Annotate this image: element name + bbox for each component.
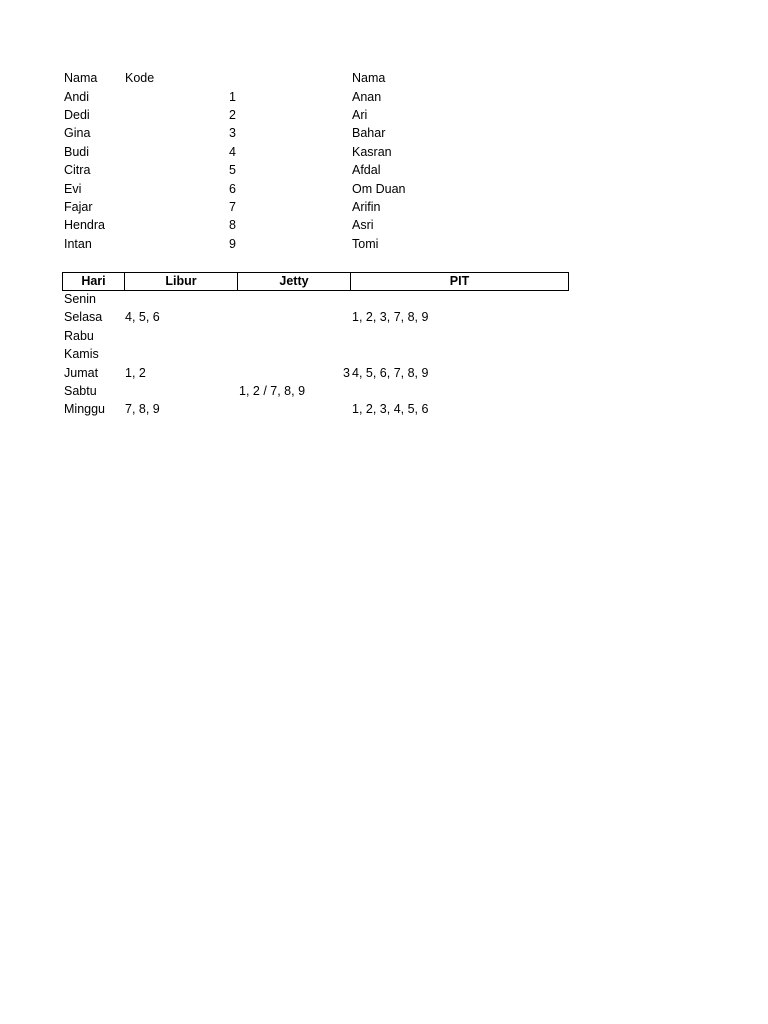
schedule-libur: 7, 8, 9	[125, 402, 160, 416]
roster-row	[0, 106, 768, 124]
schedule-header-libur: Libur	[125, 273, 238, 290]
roster-code: 8	[229, 218, 236, 232]
roster-row	[0, 124, 768, 142]
roster-name-left: Gina	[64, 126, 91, 140]
schedule-jetty: 1, 2 / 7, 8, 9	[239, 384, 306, 398]
schedule-day: Selasa	[64, 310, 103, 324]
roster-code: 3	[229, 126, 236, 140]
schedule-pit-spill	[342, 308, 350, 326]
schedule-libur: 4, 5, 6	[125, 310, 160, 324]
schedule-pit: 4, 5, 6, 7, 8, 9	[352, 366, 429, 380]
schedule-libur: 1, 2	[125, 366, 146, 380]
roster-name-left: Andi	[64, 90, 90, 104]
schedule-row	[0, 400, 768, 418]
roster-header-row	[0, 69, 768, 87]
schedule-row	[0, 345, 768, 363]
roster-name-left: Evi	[64, 182, 82, 196]
roster-name-right: Arifin	[352, 200, 381, 214]
roster-code: 6	[229, 182, 236, 196]
schedule-pit-spill: 3	[343, 366, 350, 380]
schedule-row	[0, 290, 768, 308]
roster-name-right: Om Duan	[352, 182, 406, 196]
schedule-pit-spill	[342, 400, 350, 418]
roster-row	[0, 216, 768, 234]
roster-row	[0, 198, 768, 216]
roster-header-kode: Kode	[125, 71, 155, 85]
roster-name-left: Fajar	[64, 200, 93, 214]
schedule-day: Sabtu	[64, 384, 97, 398]
roster-name-right: Bahar	[352, 126, 386, 140]
roster-name-right: Afdal	[352, 163, 381, 177]
roster-name-left: Dedi	[64, 108, 90, 122]
roster-code: 5	[229, 163, 236, 177]
schedule-header-hari: Hari	[63, 273, 125, 290]
roster-name-right: Asri	[352, 218, 374, 232]
schedule-day: Senin	[64, 292, 96, 306]
roster-code: 7	[229, 200, 236, 214]
roster-name-right: Tomi	[352, 237, 379, 251]
roster-name-right: Anan	[352, 90, 382, 104]
schedule-day: Minggu	[64, 402, 105, 416]
schedule-header-jetty: Jetty	[238, 273, 351, 290]
schedule-pit-spill	[342, 290, 350, 308]
schedule-row	[0, 382, 768, 400]
schedule-row	[0, 364, 768, 382]
roster-code: 1	[229, 90, 236, 104]
roster-name-left: Budi	[64, 145, 90, 159]
roster-code: 2	[229, 108, 236, 122]
roster-row	[0, 180, 768, 198]
roster-name-left: Intan	[64, 237, 92, 251]
schedule-pit: 1, 2, 3, 4, 5, 6	[352, 402, 429, 416]
schedule-day: Kamis	[64, 347, 99, 361]
roster-name-right: Ari	[352, 108, 368, 122]
roster-name-left: Hendra	[64, 218, 105, 232]
roster-code: 4	[229, 145, 236, 159]
schedule-pit-spill	[342, 327, 350, 345]
schedule-day: Jumat	[64, 366, 99, 380]
roster-code: 9	[229, 237, 236, 251]
schedule-day: Rabu	[64, 329, 94, 343]
schedule-row	[0, 308, 768, 326]
schedule-pit-spill	[342, 382, 350, 400]
schedule-header-pit: PIT	[449, 274, 470, 288]
schedule-row	[0, 327, 768, 345]
schedule-header-row	[62, 272, 569, 291]
roster-row	[0, 161, 768, 179]
roster-row	[0, 143, 768, 161]
schedule-pit-spill	[342, 345, 350, 363]
schedule-pit: 1, 2, 3, 7, 8, 9	[352, 310, 429, 324]
roster-row	[0, 88, 768, 106]
roster-name-left: Citra	[64, 163, 91, 177]
roster-header-nama-left: Nama	[64, 71, 98, 85]
roster-row	[0, 235, 768, 253]
roster-header-nama-right: Nama	[352, 71, 386, 85]
roster-name-right: Kasran	[352, 145, 392, 159]
